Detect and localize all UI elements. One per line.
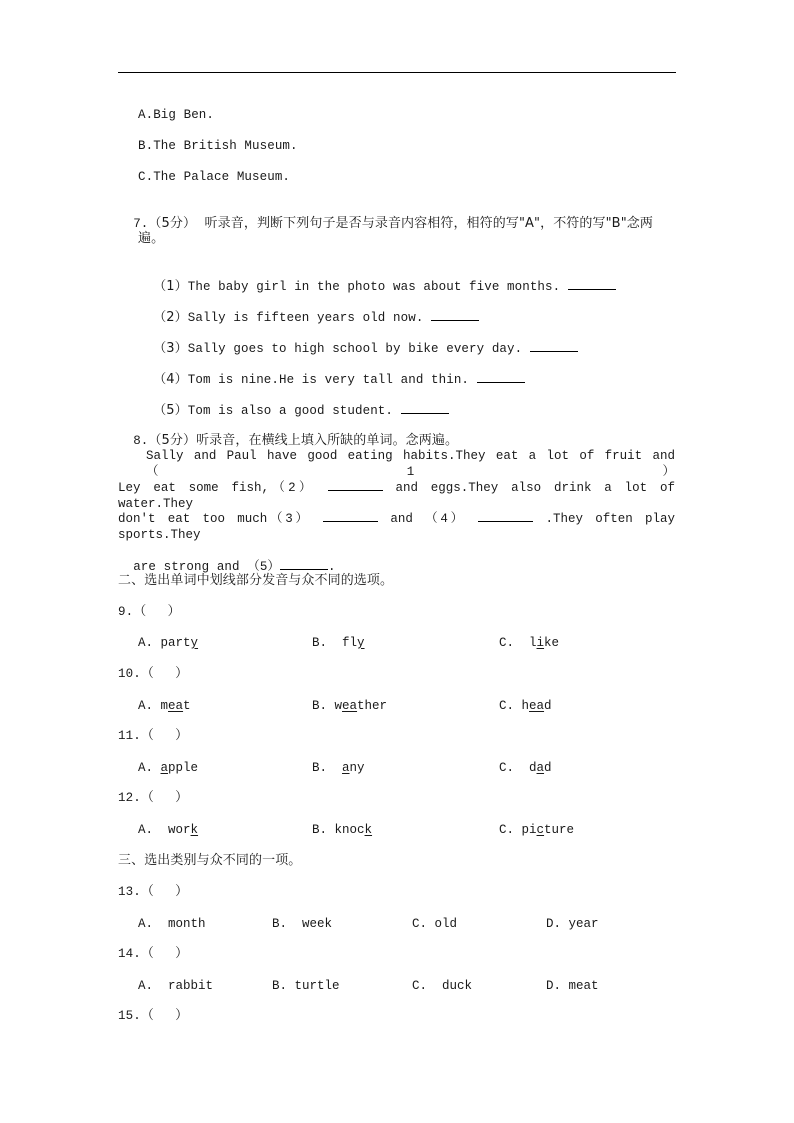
q8-passage-line-3 [118,510,675,543]
q13-option-c[interactable]: C. old [412,917,458,931]
q10-heading [118,666,188,682]
q7-score: （5分） [148,216,197,231]
answer-blank-4[interactable] [478,510,533,522]
q10-option-a[interactable]: A. meat [138,699,191,713]
answer-blank[interactable] [530,340,578,352]
q13-option-d[interactable]: D. year [546,917,599,931]
q12-option-a[interactable]: A. work [138,823,199,837]
answer-paren[interactable]: （ ） [133,604,181,619]
passage-text: don't eat too much（3） [118,512,311,526]
answer-paren[interactable]: （ ） [140,728,189,743]
item-label: （4） [153,372,188,387]
section-2-title: 二、选出单词中划线部分发音与众不同的选项。 [118,573,394,588]
item-label: （5） [153,403,188,418]
q7-instruction-cont: 遍。 [138,231,165,246]
q14-heading [118,946,188,962]
q8-passage-line-1: Sally and Paul have good eating habits.They eat a lot of fruit and （1） [146,449,675,479]
question-number: 12. [118,791,141,805]
prev-option-a: A.Big Ben. [138,108,215,122]
passage-text: . [328,560,336,574]
q7-instruction: 听录音，判断下列句子是否与录音内容相符，相符的写"A"，不符的写"B"念两 [196,216,653,231]
answer-paren[interactable]: （ ） [140,790,189,805]
q7-heading [118,200,653,232]
question-number: 10. [118,667,141,681]
q9-option-c[interactable]: C. like [499,636,560,650]
q9-option-a[interactable]: A. party [138,636,199,650]
q10-option-c[interactable]: C. head [499,699,552,713]
q7-item-2 [138,293,479,326]
q8-passage-line-4 [118,542,336,575]
q8-instruction: 听录音，在横线上填入所缺的单词。念两遍。 [196,433,459,448]
passage-text: and （4） [390,512,466,526]
q13-option-b[interactable]: B. week [272,917,333,931]
prev-option-c: C.The Palace Museum. [138,170,291,184]
q7-number: 7. [133,217,149,231]
q11-option-b[interactable]: B. any [312,761,365,775]
item-label: （2） [153,310,188,325]
q7-item-3 [138,324,578,357]
q8-passage-line-2 [118,479,675,512]
item-text: Tom is also a good student. [187,404,401,418]
q9-heading [118,604,181,620]
question-number: 14. [118,947,141,961]
header-rule [118,72,676,73]
q14-option-d[interactable]: D. meat [546,979,599,993]
q13-heading [118,884,188,900]
answer-blank[interactable] [568,278,616,290]
answer-blank[interactable] [477,371,525,383]
q7-item-4 [138,355,525,388]
answer-blank[interactable] [401,402,449,414]
item-label: （3） [153,341,188,356]
q11-option-a[interactable]: A. apple [138,761,199,775]
q9-option-b[interactable]: B. fly [312,636,365,650]
answer-blank[interactable] [431,309,479,321]
item-text: Tom is nine.He is very tall and thin. [187,373,477,387]
passage-text: are strong and （5） [133,560,281,574]
question-number: 15. [118,1009,141,1023]
question-number: 9. [118,605,134,619]
answer-paren[interactable]: （ ） [140,946,189,961]
answer-paren[interactable]: （ ） [140,1008,189,1023]
q8-number: 8. [133,434,149,448]
item-text: Sally is fifteen years old now. [187,311,432,325]
q12-option-c[interactable]: C. picture [499,823,575,837]
q8-score: （5分） [148,433,197,448]
prev-option-b: B.The British Museum. [138,139,298,153]
question-number: 13. [118,885,141,899]
q14-option-c[interactable]: C. duck [412,979,473,993]
passage-text: and eggs.They also drink a lot of water.They [118,481,675,511]
q12-option-b[interactable]: B. knock [312,823,373,837]
answer-blank-5[interactable] [280,558,328,570]
question-number: 11. [118,729,141,743]
q11-heading [118,728,188,744]
passage-text: Ley eat some fish,（2） [118,481,315,495]
item-text: The baby girl in the photo was about five months. [187,280,568,294]
q12-heading [118,790,188,806]
item-label: （1） [153,279,188,294]
q7-item-1 [138,262,616,295]
q13-option-a[interactable]: A. month [138,917,206,931]
q11-option-c[interactable]: C. dad [499,761,552,775]
q15-heading [118,1008,188,1024]
answer-paren[interactable]: （ ） [140,666,189,681]
q8-heading [118,417,458,449]
q14-option-a[interactable]: A. rabbit [138,979,214,993]
answer-blank-2[interactable] [328,479,383,491]
answer-blank-3[interactable] [323,510,378,522]
q10-option-b[interactable]: B. weather [312,699,388,713]
item-text: Sally goes to high school by bike every day. [187,342,530,356]
passage-text: .They often play sports.They [118,512,675,542]
answer-paren[interactable]: （ ） [140,884,189,899]
q14-option-b[interactable]: B. turtle [272,979,340,993]
q7-item-5 [138,386,449,419]
section-3-title: 三、选出类别与众不同的一项。 [118,853,302,868]
